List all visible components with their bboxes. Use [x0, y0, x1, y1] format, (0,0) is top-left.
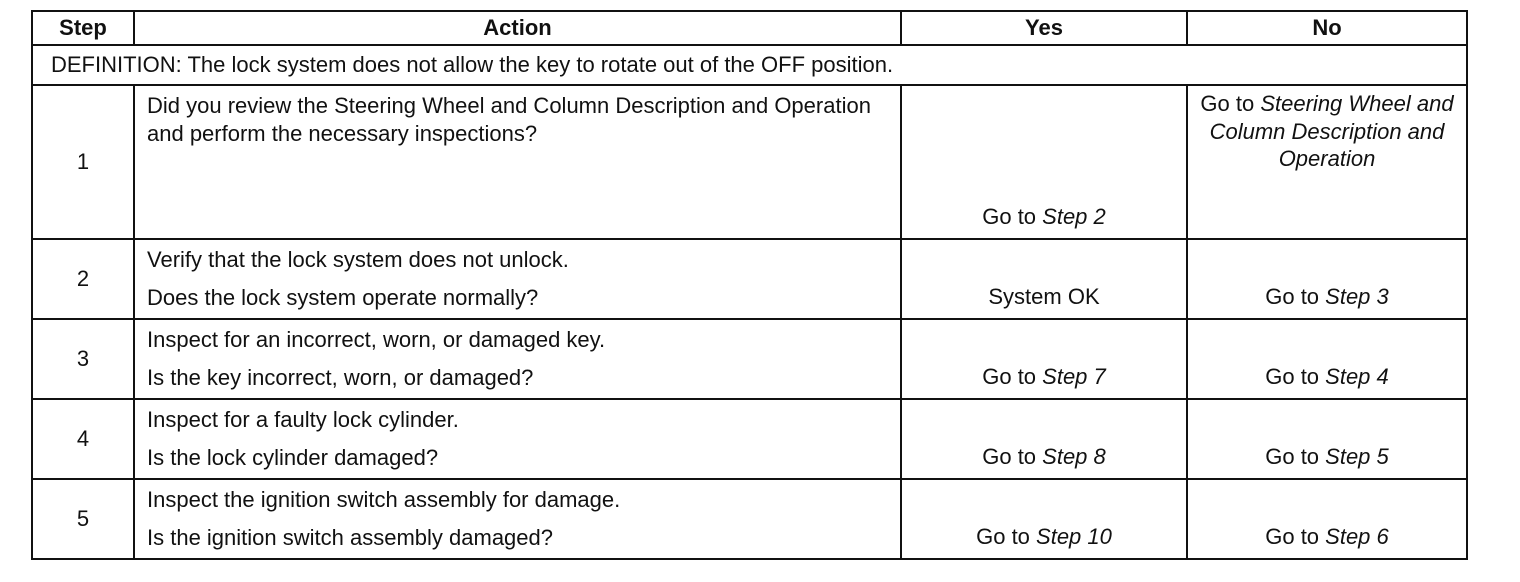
step-number: 4 — [32, 399, 134, 479]
action-text: Does the lock system operate normally? — [147, 284, 539, 310]
header-no: No — [1187, 11, 1467, 45]
action-text: Is the key incorrect, worn, or damaged? — [147, 364, 534, 390]
header-row — [32, 11, 1467, 45]
action-text: Inspect for an incorrect, worn, or damaged key. — [147, 327, 606, 352]
action-cell — [134, 399, 901, 479]
no-step-reference: Steering Wheel and Column Description and Operation — [1209, 91, 1454, 171]
action-cell — [134, 479, 901, 559]
table-row — [32, 85, 1467, 239]
no-prefix: Go to — [1265, 523, 1326, 549]
yes-prefix: Go to — [982, 443, 1043, 469]
action-text: Is the lock cylinder damaged? — [147, 444, 439, 470]
table-row — [32, 399, 1467, 479]
yes-cell — [901, 479, 1187, 559]
action-text: Is the ignition switch assembly damaged? — [147, 524, 553, 550]
yes-cell — [901, 85, 1187, 239]
yes-prefix: System OK — [988, 283, 1100, 309]
header-yes: Yes — [901, 11, 1187, 45]
yes-cell — [901, 239, 1187, 319]
action-text: Inspect for a faulty lock cylinder. — [147, 407, 459, 432]
action-text: Verify that the lock system does not unlock. — [147, 247, 569, 272]
definition-text: DEFINITION: The lock system does not allow the key to rotate out of the OFF position. — [32, 45, 1467, 85]
step-number: 3 — [32, 319, 134, 399]
action-text: Did you review the Steering Wheel and Column Description and Operation and perform the necessary inspections? — [147, 93, 871, 146]
action-cell — [134, 319, 901, 399]
yes-step-reference: Step 8 — [1042, 443, 1106, 469]
action-cell — [134, 239, 901, 319]
yes-prefix: Go to — [982, 363, 1043, 389]
no-prefix: Go to — [1265, 443, 1326, 469]
step-number: 2 — [32, 239, 134, 319]
yes-step-reference: Step 2 — [1042, 203, 1106, 229]
yes-step-reference: Step 7 — [1042, 363, 1106, 389]
action-text: Inspect the ignition switch assembly for damage. — [147, 487, 621, 512]
no-cell — [1187, 399, 1467, 479]
no-step-reference: Step 3 — [1325, 283, 1389, 309]
step-number: 1 — [32, 85, 134, 239]
action-cell — [134, 85, 901, 239]
yes-cell — [901, 319, 1187, 399]
yes-prefix: Go to — [982, 203, 1043, 229]
no-prefix: Go to — [1200, 91, 1261, 116]
no-step-reference: Step 4 — [1325, 363, 1389, 389]
no-prefix: Go to — [1265, 363, 1326, 389]
table-row — [32, 239, 1467, 319]
yes-cell — [901, 399, 1187, 479]
no-cell — [1187, 319, 1467, 399]
no-cell — [1187, 479, 1467, 559]
yes-prefix: Go to — [976, 523, 1037, 549]
no-step-reference: Step 5 — [1325, 443, 1389, 469]
diagnostic-table — [31, 10, 1468, 560]
no-cell — [1187, 85, 1467, 239]
step-number: 5 — [32, 479, 134, 559]
yes-step-reference: Step 10 — [1036, 523, 1112, 549]
header-action: Action — [134, 11, 901, 45]
definition-row — [32, 45, 1467, 85]
no-step-reference: Step 6 — [1325, 523, 1389, 549]
header-step: Step — [32, 11, 134, 45]
table-row — [32, 319, 1467, 399]
no-prefix: Go to — [1265, 283, 1326, 309]
no-cell — [1187, 239, 1467, 319]
table-row — [32, 479, 1467, 559]
